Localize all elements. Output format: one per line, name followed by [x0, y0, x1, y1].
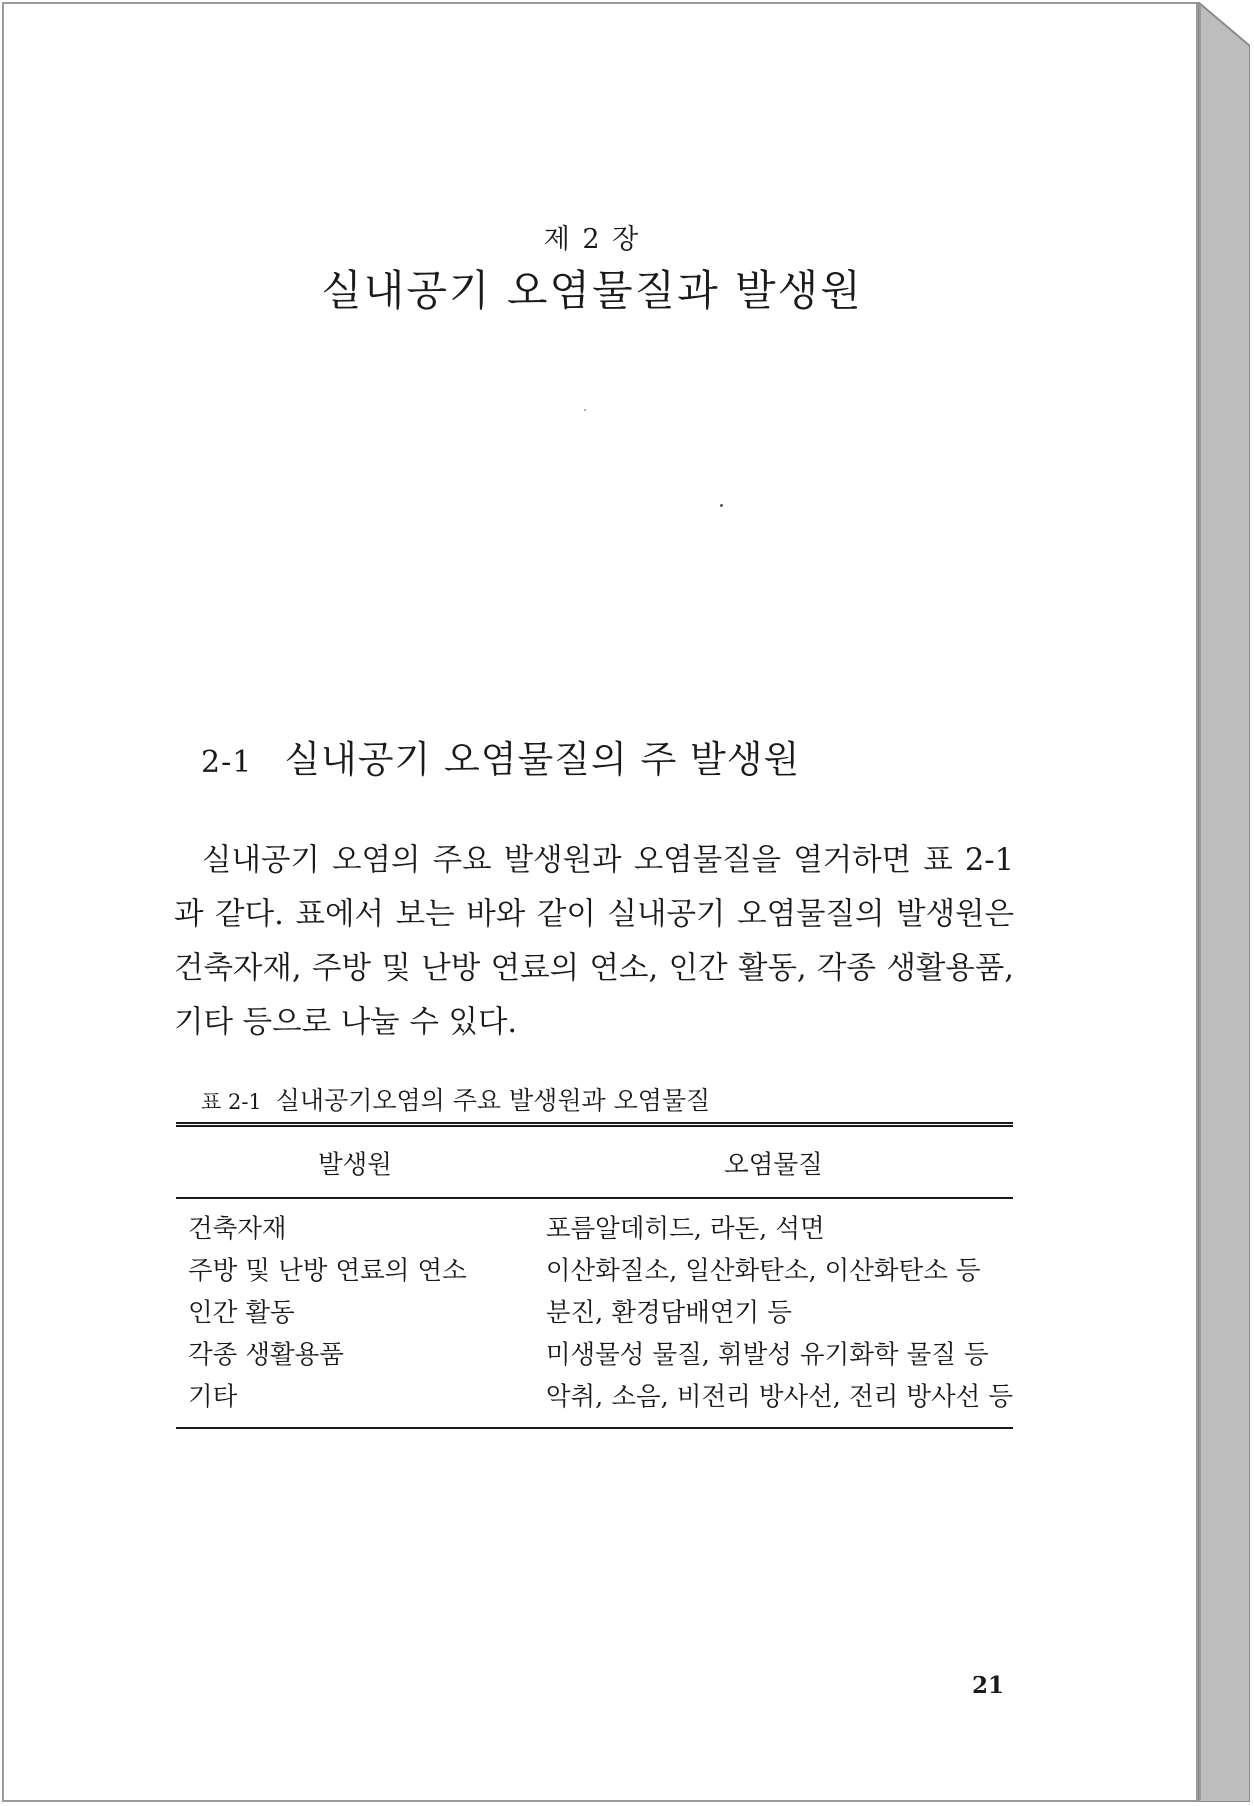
body-paragraph: 실내공기 오염의 주요 발생원과 오염물질을 열거하면 표 2-1과 같다. 표에서 보는 바와 같이 실내공기 오염물질의 발생원은 건축자재, 주방 및 난방 연료의 연소, 인간 활동, 각종 생활용품, 기타 등으로 나눌 수 있다.: [174, 843, 1014, 1040]
scan-speck: [584, 409, 586, 411]
table-cell-source: 각종 생활용품: [188, 1340, 344, 1370]
table-caption-title: 실내공기오염의 주요 발생원과 오염물질: [275, 1086, 711, 1115]
table-row: [176, 1376, 1013, 1428]
table-cell-pollutant: 미생물성 물질, 휘발성 유기화학 물질 등: [545, 1340, 989, 1370]
table-header-source: 발생원: [176, 1125, 534, 1199]
section-heading: [201, 729, 800, 783]
chapter-title: 실내공기 오염물질과 발생원: [321, 266, 863, 315]
table-cell-pollutant: 이산화질소, 일산화탄소, 이산화탄소 등: [545, 1256, 981, 1286]
scan-speck: [720, 504, 723, 507]
book-page: [2, 2, 1198, 1802]
table-cell-pollutant: 분진, 환경담배연기 등: [545, 1298, 792, 1328]
table-row: [176, 1250, 1013, 1292]
table-row: [176, 1292, 1013, 1334]
pollutant-source-table: [176, 1122, 1013, 1429]
table-header-row: [176, 1125, 1013, 1199]
section-number: 2-1: [201, 745, 253, 780]
table-cell-pollutant: 악취, 소음, 비전리 방사선, 전리 방사선 등: [534, 1376, 1013, 1428]
body-text: [174, 834, 1014, 1050]
table-cell-pollutant: 포름알데히드, 라돈, 석면: [545, 1214, 825, 1244]
section-title: 실내공기 오염물질의 주 발생원: [284, 738, 801, 781]
table-caption-number: 표 2-1: [201, 1090, 262, 1114]
page-number: 21: [971, 1672, 1004, 1699]
table-cell-source: 인간 활동: [188, 1298, 295, 1328]
page-stack-edge: [1198, 2, 1250, 1802]
table-caption: [201, 1081, 710, 1117]
table-cell-source: 기타: [176, 1376, 534, 1428]
table-row: [176, 1334, 1013, 1376]
chapter-label: 제 2 장: [543, 224, 641, 255]
table-cell-source: 건축자재: [188, 1214, 287, 1244]
table-cell-source: 주방 및 난방 연료의 연소: [188, 1256, 467, 1286]
table-header-pollutant: 오염물질: [534, 1125, 1013, 1199]
table-row: [176, 1198, 1013, 1250]
